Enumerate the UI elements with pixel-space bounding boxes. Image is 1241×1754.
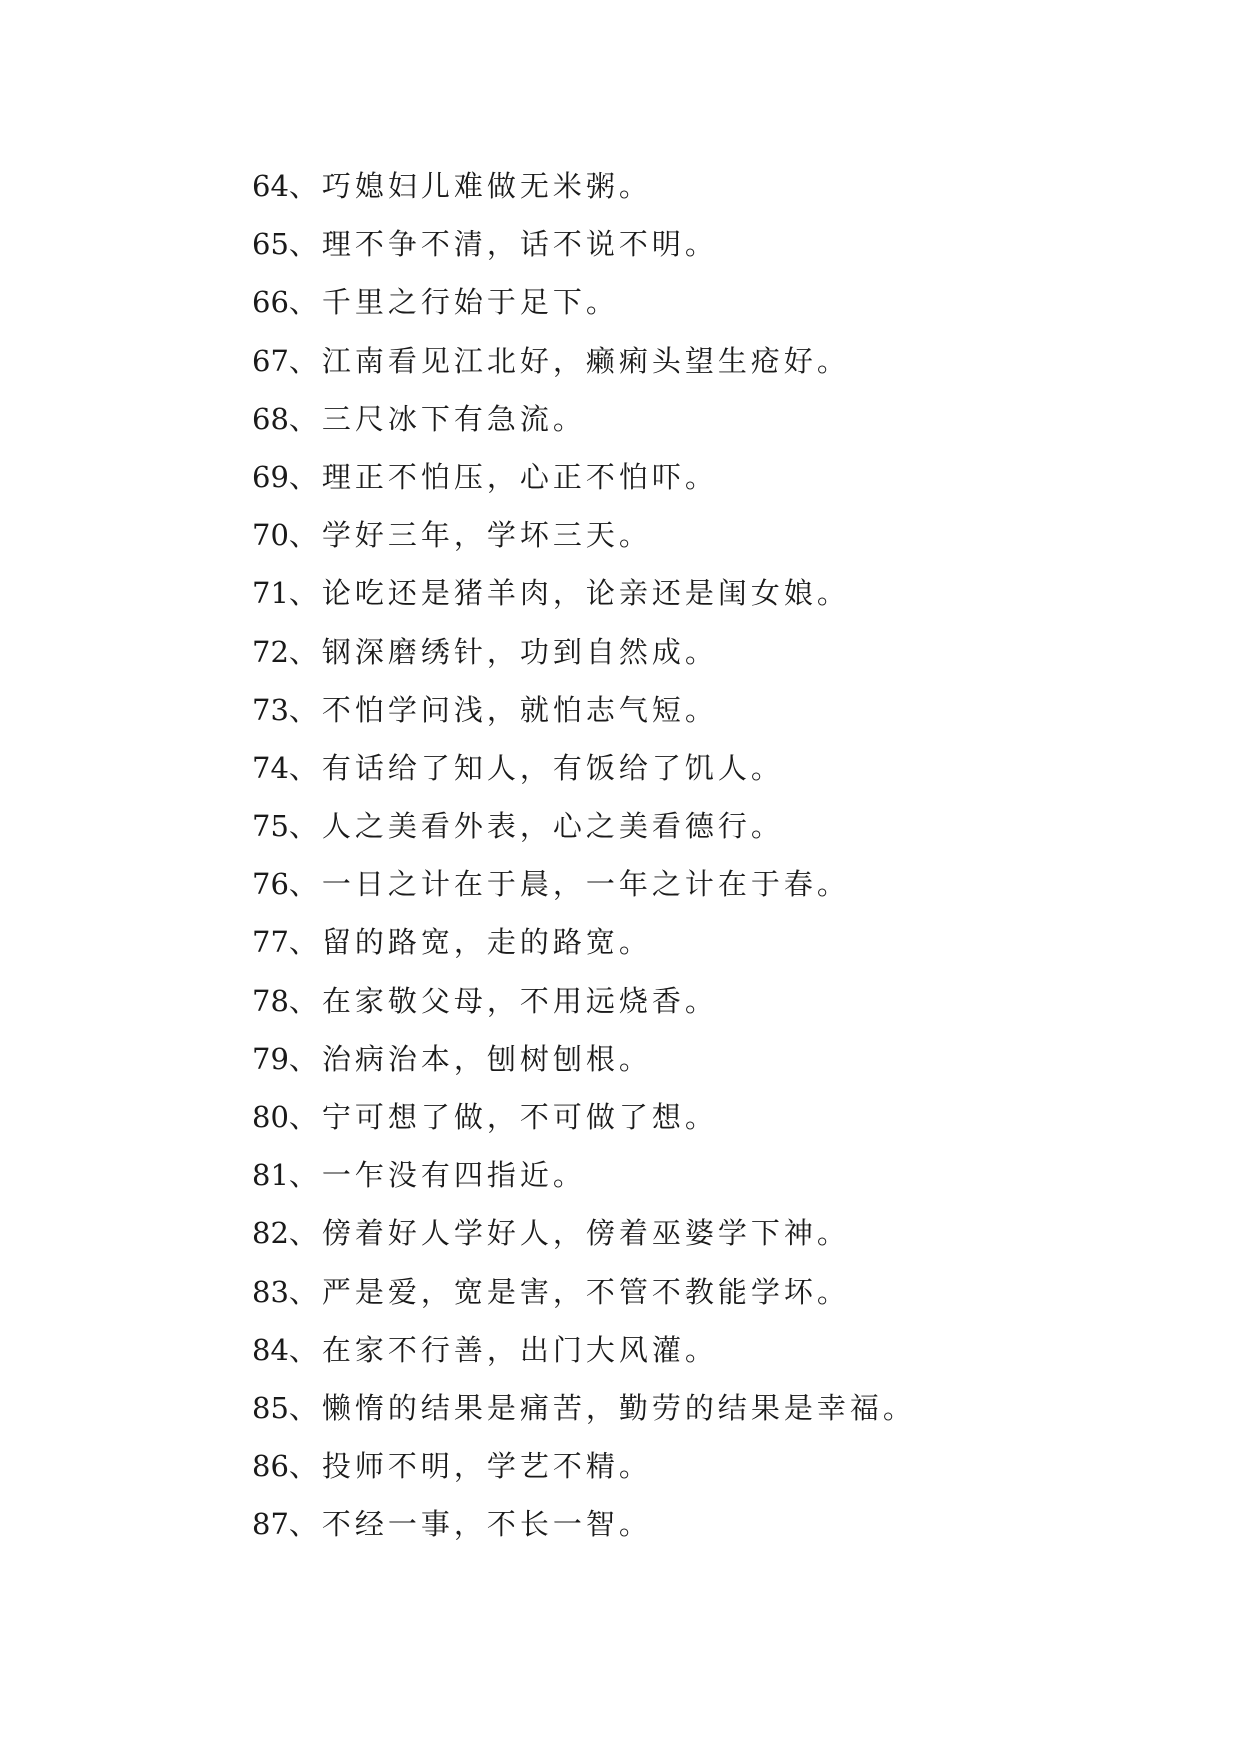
item-number: 74 [252,750,289,785]
item-text: 、有话给了知人，有饭给了饥人。 [288,750,784,785]
list-item [252,1146,916,1204]
item-number: 72 [252,634,289,669]
item-text: 、严是爱，宽是害，不管不教能学坏。 [288,1274,850,1309]
list-item [252,972,916,1030]
list-item [252,739,916,797]
item-number: 67 [252,343,289,378]
list-item [252,1495,916,1553]
list-item [252,1088,916,1146]
list-item [252,1437,916,1495]
item-number: 85 [252,1390,289,1425]
item-text: 、学好三年，学坏三天。 [288,518,652,553]
item-number: 71 [252,576,289,611]
item-number: 83 [252,1274,289,1309]
item-number: 77 [252,925,289,960]
item-text: 、江南看见江北好，癞痢头望生疮好。 [288,343,850,378]
item-text: 、傍着好人学好人，傍着巫婆学下神。 [288,1216,850,1251]
list-item [252,1379,916,1437]
item-number: 69 [252,459,289,494]
item-text: 、三尺冰下有急流。 [288,401,586,436]
list-item [252,623,916,681]
item-number: 73 [252,692,289,727]
item-text: 、在家敬父母，不用远烧香。 [288,983,718,1018]
list-item [252,215,916,273]
item-text: 、在家不行善，出门大风灌。 [288,1332,718,1367]
item-number: 65 [252,227,289,262]
item-number: 82 [252,1216,289,1251]
list-item [252,681,916,739]
list-item [252,448,916,506]
list-item [252,1321,916,1379]
item-number: 76 [252,867,289,902]
item-number: 79 [252,1041,289,1076]
item-text: 、论吃还是猪羊肉，论亲还是闺女娘。 [288,576,850,611]
item-text: 、人之美看外表，心之美看德行。 [288,809,784,844]
item-text: 、一日之计在于晨，一年之计在于春。 [288,867,850,902]
list-item [252,506,916,564]
list-item [252,1204,916,1262]
list-item [252,1030,916,1088]
item-number: 70 [252,518,289,553]
list-item [252,332,916,390]
item-text: 、巧媳妇儿难做无米粥。 [288,169,652,203]
list-item [252,390,916,448]
item-number: 80 [252,1100,289,1134]
proverb-list [252,157,916,1554]
item-text: 、理不争不清，话不说不明。 [288,227,718,262]
item-text: 、理正不怕压，心正不怕吓。 [288,459,718,494]
list-item [252,797,916,855]
item-number: 68 [252,401,289,436]
item-text: 、千里之行始于足下。 [288,285,619,320]
item-text: 、投师不明，学艺不精。 [288,1449,652,1484]
list-item [252,1263,916,1321]
list-item [252,564,916,622]
item-text: 、不怕学问浅，就怕志气短。 [288,692,718,727]
list-item [252,855,916,913]
item-number: 81 [252,1158,289,1193]
item-text: 、宁可想了做，不可做了想。 [288,1100,718,1134]
item-text: 、一乍没有四指近。 [288,1158,586,1193]
list-item [252,913,916,971]
item-number: 75 [252,809,289,844]
item-number: 87 [252,1507,289,1542]
item-number: 64 [252,169,289,203]
item-number: 86 [252,1449,289,1484]
item-text: 、懒惰的结果是痛苦，勤劳的结果是幸福。 [288,1390,916,1425]
list-item [252,157,916,215]
item-text: 、不经一事，不长一智。 [288,1507,652,1542]
item-text: 、留的路宽，走的路宽。 [288,925,652,960]
item-number: 66 [252,285,289,320]
list-item [252,273,916,331]
item-text: 、钢深磨绣针，功到自然成。 [288,634,718,669]
item-text: 、治病治本，刨树刨根。 [288,1041,652,1076]
item-number: 78 [252,983,289,1018]
item-number: 84 [252,1332,289,1367]
